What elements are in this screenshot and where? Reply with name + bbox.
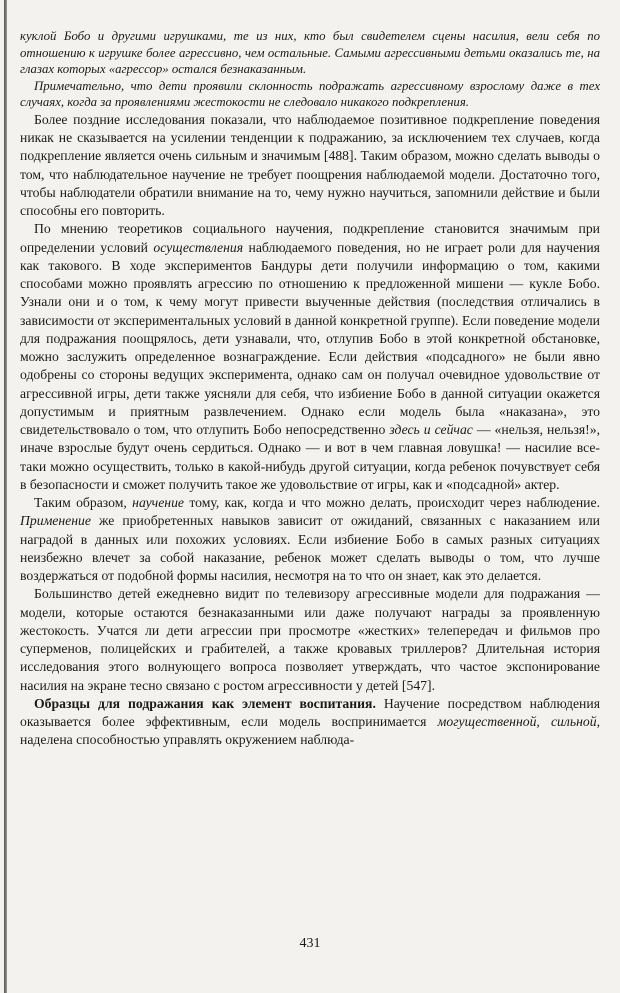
paragraph: [20, 494, 600, 585]
run-emphasis: научение: [132, 495, 184, 511]
body-text: [20, 28, 600, 750]
paragraph: [20, 78, 600, 111]
run-text: наделена способностью управлять окружением наблюда-: [20, 732, 355, 748]
run-text: Примечательно, что дети проявили склонность подражать агрессивному взрослому даже в тех случаях, когда за проявлениями жестокости не следовало никакого подкрепления.: [20, 78, 600, 110]
run-emphasis: осуществления: [153, 239, 244, 255]
run-text: Научение посредством наблюдения оказывается более эффективным, если модель воспринимается: [20, 695, 600, 730]
paragraph: [20, 220, 600, 494]
run-text: Таким образом,: [34, 495, 133, 511]
paragraph: [20, 585, 600, 695]
run-text: — «нельзя, нельзя!», иначе взрослые будут очень сердиться. Однако — и вот в чем главная ловушка! — насилие все-таки можно осуществить, только в какой-нибудь другой ситуации, когда ребенок почувствует себя в безопасности и сможет получить такое же удовольствие от игры, как и «подсадной» актер.: [20, 422, 600, 492]
run-text: куклой Бобо и другими игрушками, те из них, кто был свидетелем сцены насилия, вели себя по отношению к игрушке более агрессивно, чем остальные. Самыми агрессивными детьми оказались те, на глазах которых «агрессор» остался безнаказанным.: [20, 29, 600, 77]
run-text: Более поздние исследования показали, что наблюдаемое позитивное подкрепление поведения никак не сказывается на усилении тенденции к подражанию, за исключением тех случаев, когда подкрепление является очень сильным и значимым [488]. Таким образом, можно сделать выводы о том, что наблюдательное научение не требует поощрения наблюдаемой модели. Достаточно того, чтобы наблюдатели обратили внимание на то, чему нужно научиться, запомнили действие и были способны его повторить.: [20, 111, 600, 219]
run-emphasis: здесь и сейчас: [389, 422, 473, 438]
paragraph: [20, 695, 600, 750]
page-edge-shadow: [4, 0, 7, 993]
run-emphasis: Применение: [20, 513, 91, 529]
run-text: же приобретенных навыков зависит от ожиданий, связанных с наказанием или наградой в данных или похожих условиях. Если избиение Бобо в самых разных ситуациях неизбежно влечет за собой наказание, ребенок может сделать выводы о том, что лучше воздержаться от подобной формы насилия, несмотря на то что он знает, как это делается.: [20, 513, 600, 584]
book-page: [20, 28, 600, 993]
run-text: тому, как, когда и что можно делать, происходит через наблюдение.: [184, 495, 600, 511]
run-emphasis: могущественной, сильной,: [437, 714, 600, 730]
run-text: наблюдаемого поведения, но не играет роли для научения как такового. В ходе экспериментов Бандуры дети получили информацию о том, какими способами можно проявлять агрессию по отношению к предложенной мишени — кукле Бобо. Узнали они и о том, к чему могут привести выученные действия (последствия отличались в зависимости от экспериментальных условий в данной конкретной группе). Если поведение модели для подражания поощрялось, дети узнавали, что, отлупив Бобо в этой конкретной обстановке, можно заслужить определенное вознаграждение. Если действия «подсадного» не были явно одобрены со стороны ведущих эксперимента, однако сам он получал очевидное удовольствие от агрессивной игры, дети также уясняли для себя, что избиение Бобо в данной ситуации окажется допустимым и приятным развлечением. Однако если модель была «наказана», это свидетельствовало о том, что отлупить Бобо непосредственно: [20, 239, 600, 438]
paragraph: [20, 28, 600, 78]
page-number: 431: [299, 936, 321, 951]
run-text: Большинство детей ежедневно видит по телевизору агрессивные модели для подражания — модели, которые остаются безнаказанными или даже получают награды за проявленную жестокость. Учатся ли дети агрессии при просмотре «жестких» телепередач и фильмов про суперменов, полицейских и грабителей, а также кровавых триллеров? Длительная история исследования этого волнующего вопроса позволяет утверждать, что частое экспонирование насилия на экране тесно связано с ростом агрессивности у детей [547].: [20, 586, 600, 693]
run-text: По мнению теоретиков социального научения, подкрепление становится значимым при определении условий: [20, 221, 600, 255]
run-heading: Образцы для подражания как элемент воспитания.: [34, 695, 376, 711]
paragraph: [20, 111, 600, 221]
